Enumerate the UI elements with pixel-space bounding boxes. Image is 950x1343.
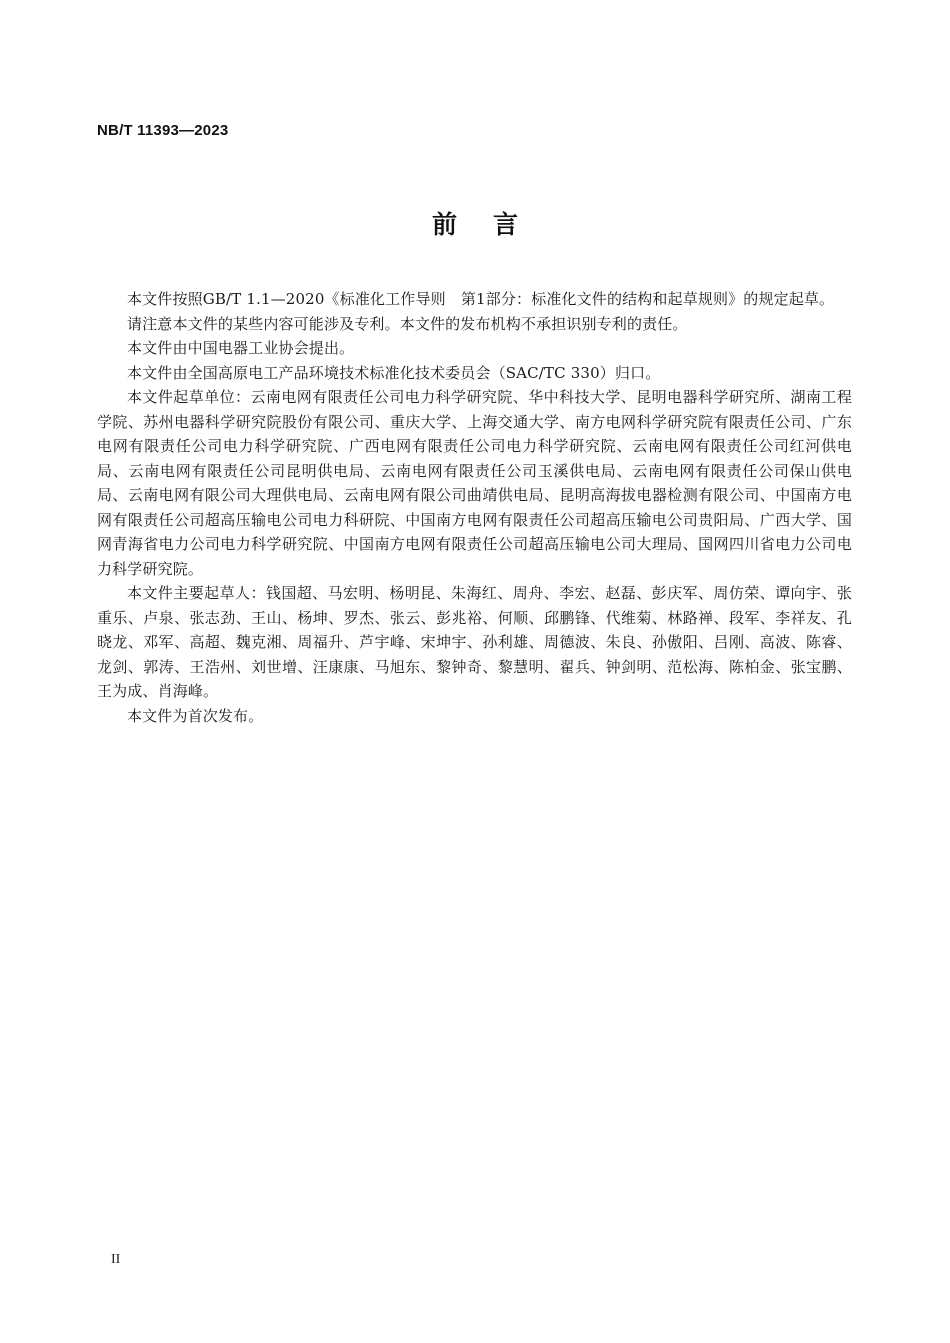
paragraph-patent-notice: 请注意本文件的某些内容可能涉及专利。本文件的发布机构不承担识别专利的责任。 bbox=[127, 314, 688, 333]
paragraph-responsible-committee: 本文件由全国高原电工产品环境技术标准化技术委员会（SAC/TC 330）归口。 bbox=[127, 363, 661, 382]
paragraph-drafting-units: 本文件起草单位：云南电网有限责任公司电力科学研究院、华中科技大学、昆明电器科学研究所、湖南工程学院、苏州电器科学研究院股份有限公司、重庆大学、上海交通大学、南方电网科学研究院有限责任公司、广东电网有限责任公司电力科学研究院、广西电网有限责任公司电力科学研究院、云南电网有限责任公司红河供电局、云南电网有限责任公司昆明供电局、云南电网有限责任公司玉溪供电局、云南电网有限责任公司保山供电局、云南电网有限公司大理供电局、云南电网有限公司曲靖供电局、昆明高海拔电器检测有限公司、中国南方电网有限责任公司超高压输电公司电力科研院、中国南方电网有限责任公司超高压输电公司贵阳局、广西大学、国网青海省电力公司电力科学研究院、中国南方电网有限责任公司超高压输电公司大理局、国网四川省电力公司电力科学研究院。 bbox=[97, 388, 852, 578]
page-title: 前言 bbox=[431, 210, 554, 239]
paragraph-drafting-rules: 本文件按照GB/T 1.1—2020《标准化工作导则 第1部分：标准化文件的结构和起草规则》的规定起草。 bbox=[127, 290, 835, 308]
foreword-body bbox=[97, 287, 852, 728]
document-number: NB/T 11393—2023 bbox=[97, 122, 229, 139]
paragraph-first-release: 本文件为首次发布。 bbox=[127, 706, 264, 725]
paragraph-proposer: 本文件由中国电器工业协会提出。 bbox=[127, 339, 355, 357]
paragraph-main-drafters: 本文件主要起草人：钱国超、马宏明、杨明昆、朱海红、周舟、李宏、赵磊、彭庆军、周仿荣、谭向宇、张重乐、卢泉、张志劲、王山、杨坤、罗杰、张云、彭兆裕、何顺、邱鹏锋、代维菊、林路禅、段军、李祥友、孔晓龙、邓军、高超、魏克湘、周福升、芦宇峰、宋坤宇、孙利雄、周德波、朱良、孙傲阳、吕刚、高波、陈睿、龙剑、郭涛、王浩州、刘世增、汪康康、马旭东、黎钟奇、黎慧明、翟兵、钟剑明、范松海、陈柏金、张宝鹏、王为成、肖海峰。 bbox=[97, 584, 852, 700]
page-number: II bbox=[111, 1252, 121, 1267]
